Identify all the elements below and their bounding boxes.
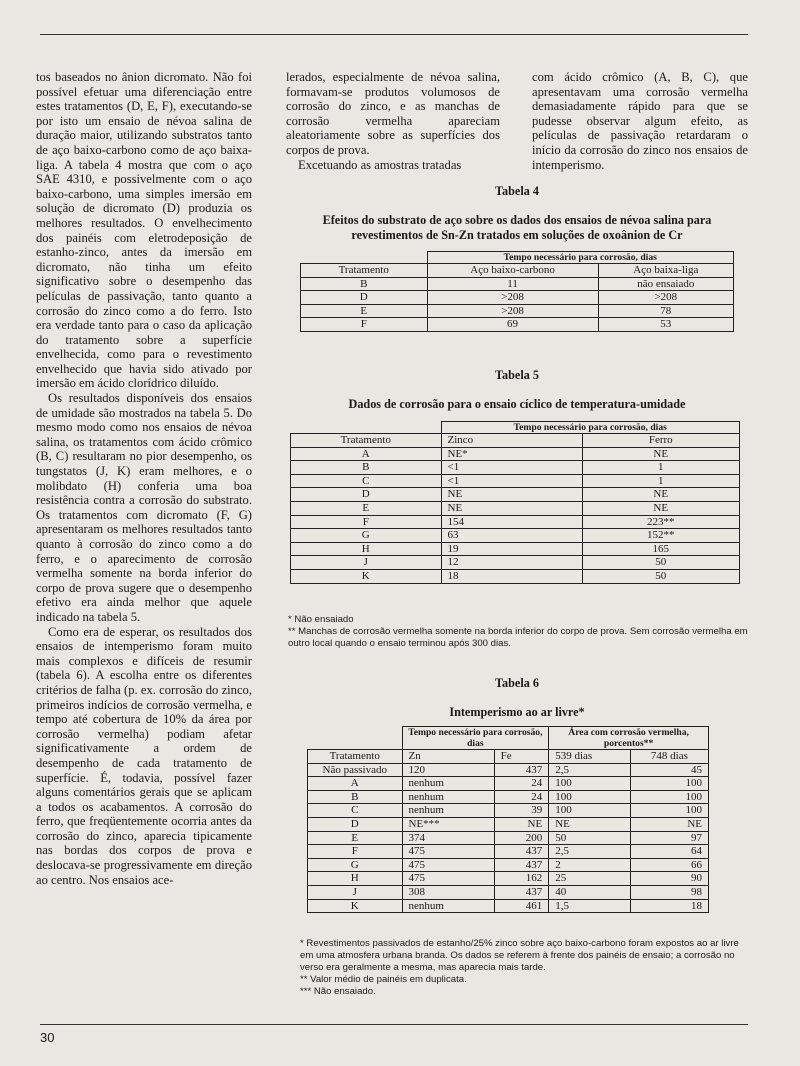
table-row xyxy=(308,763,709,777)
table-row xyxy=(308,885,709,899)
table-cell: nenhum xyxy=(402,777,494,791)
table5-header: Tratamento xyxy=(291,434,442,448)
table-cell: 437 xyxy=(494,845,549,859)
table-cell: 63 xyxy=(441,529,582,543)
table-cell: H xyxy=(308,872,403,886)
table-cell: 19 xyxy=(441,542,582,556)
text-column-1 xyxy=(36,70,252,887)
table6-notes xyxy=(300,938,740,998)
table-cell: 100 xyxy=(630,804,708,818)
page-number: 30 xyxy=(40,1030,55,1045)
table-cell: 39 xyxy=(494,804,549,818)
table-cell: 2,5 xyxy=(549,763,631,777)
table-cell: 461 xyxy=(494,899,549,913)
paragraph: Excetuando as amostras tratadas xyxy=(298,157,462,172)
table-cell: 165 xyxy=(582,542,740,556)
table-cell: nenhum xyxy=(402,804,494,818)
table-cell: A xyxy=(291,447,442,461)
table5 xyxy=(290,421,740,584)
paragraph: com ácido crômico (A, B, C), que apresentavam uma corrosão vermelha demasiadamente rápido para que se pudesse observar algum efeito, as películas de passivação retardaram o início da corrosão do zinco nos ensaios de intemperismo. xyxy=(532,70,748,172)
table-row xyxy=(291,542,740,556)
table-row xyxy=(291,501,740,515)
table-cell: 308 xyxy=(402,885,494,899)
table-cell: nenhum xyxy=(402,790,494,804)
table-cell: NE xyxy=(441,501,582,515)
table4-title: Efeitos do substrato de aço sobre os dados dos ensaios de névoa salina para revestimentos de Sn-Zn tratados em soluções de oxoânion de Cr xyxy=(322,213,712,242)
table-cell: C xyxy=(291,474,442,488)
paragraph: Os resultados disponíveis dos ensaios de umidade são mostrados na tabela 5. Do mesmo modo como nos ensaios de névoa salina, os tratamentos com ácido crômico (B, C) resultaram no pior desempenho, os tungstatos (J, K) eram melhores, e o molibdato (H) conferia uma boa resistência contra a corrosão do substrato. Os tratamentos com dicromato (F, G) apresentaram os melhores resultados tanto quanto à corrosão do zinco como a do ferro, e o aparecimento de corrosão vermelha somente na borda inferior do corpo de prova sugere que o desempenho efetivo era ainda melhor que aquele indicado na tabela 5. xyxy=(36,391,252,624)
table6-group-header-time: Tempo necessário para corrosão, dias xyxy=(402,727,549,750)
table-cell: 11 xyxy=(427,277,598,291)
table-cell: D xyxy=(291,488,442,502)
footnote: * Não ensaiado xyxy=(288,614,354,625)
table-cell: F xyxy=(308,845,403,859)
table-cell: 100 xyxy=(549,790,631,804)
table-row xyxy=(301,304,734,318)
paragraph: tos baseados no ânion dicromato. Não foi possível efetuar uma diferenciação entre estes tratamentos (D, E, F), executando-se por isto um ensaio de névoa salina de duração maior, utilizando substratos tanto de aço baixo-carbono como de aço baixa-liga. A tabela 4 mostra que com o aço SAE 4310, e possivelmente com o aço baixo-carbono, uma simples imersão em solução de dicromato (D) produzia os melhores resultados. O envelhecimento dos painéis com eletrodeposição de estanho-zinco, antes da imersão em dicromato, não tinha um efeito significativo sobre o desempenho das películas de passivação, tanto quanto a corrosão do zinco como a do ferro. Isto era verdade tanto para o caso da aplicação do tratamento sobre a superfície envelhecida, como para o revestimento envelhecido que havia sido ativado por imersão em ácido clorídrico diluído. xyxy=(36,70,252,391)
table-cell: NE xyxy=(494,817,549,831)
table6-header: 748 dias xyxy=(630,750,708,764)
table-cell: K xyxy=(291,569,442,583)
table-cell: E xyxy=(308,831,403,845)
table-cell: F xyxy=(291,515,442,529)
table-cell: 437 xyxy=(494,885,549,899)
table-cell: 437 xyxy=(494,763,549,777)
table-cell: 45 xyxy=(630,763,708,777)
table-cell: NE* xyxy=(441,447,582,461)
top-rule xyxy=(40,34,748,35)
table-cell: NE*** xyxy=(402,817,494,831)
text-column-2 xyxy=(286,70,500,172)
table-cell: 24 xyxy=(494,790,549,804)
table-cell: 1 xyxy=(582,461,740,475)
table-cell: 97 xyxy=(630,831,708,845)
table6-title: Intemperismo ao ar livre* xyxy=(449,705,585,719)
table-cell: A xyxy=(308,777,403,791)
table-cell: 98 xyxy=(630,885,708,899)
table-cell: 100 xyxy=(549,804,631,818)
table6-label: Tabela 6 xyxy=(495,676,539,690)
text-column-3 xyxy=(532,70,748,172)
table-cell: 50 xyxy=(549,831,631,845)
table-cell: 40 xyxy=(549,885,631,899)
table-row xyxy=(308,899,709,913)
table-cell: 64 xyxy=(630,845,708,859)
table5-title: Dados de corrosão para o ensaio cíclico de temperatura-umidade xyxy=(348,397,686,411)
table-cell: H xyxy=(291,542,442,556)
table-cell: 1 xyxy=(582,474,740,488)
table-cell: C xyxy=(308,804,403,818)
table-cell: 50 xyxy=(582,556,740,570)
table-row xyxy=(308,872,709,886)
table-cell: 18 xyxy=(441,569,582,583)
table-cell: G xyxy=(308,858,403,872)
table-cell: <1 xyxy=(441,461,582,475)
table-cell: 100 xyxy=(630,777,708,791)
table-row xyxy=(291,556,740,570)
table-cell: 50 xyxy=(582,569,740,583)
table-cell: 154 xyxy=(441,515,582,529)
table-cell: NE xyxy=(549,817,631,831)
table-cell: 100 xyxy=(630,790,708,804)
table6 xyxy=(307,726,709,913)
table-cell: nenhum xyxy=(402,899,494,913)
table-cell: NE xyxy=(630,817,708,831)
table-cell: B xyxy=(308,790,403,804)
table-row xyxy=(291,488,740,502)
table-cell: 475 xyxy=(402,858,494,872)
table-cell: Não passivado xyxy=(308,763,403,777)
table-cell: NE xyxy=(441,488,582,502)
table-cell: F xyxy=(301,318,428,332)
table-cell: NE xyxy=(582,501,740,515)
table5-header: Ferro xyxy=(582,434,740,448)
table-row xyxy=(291,461,740,475)
table-cell: 437 xyxy=(494,858,549,872)
table-cell: B xyxy=(301,277,428,291)
table-cell: 12 xyxy=(441,556,582,570)
table5-label: Tabela 5 xyxy=(495,368,539,382)
footnote: ** Manchas de corrosão vermelha somente na borda inferior do corpo de prova. Sem corrosão vermelha em outro local quando o ensaio terminou após 300 dias. xyxy=(288,626,748,649)
table-cell: 152** xyxy=(582,529,740,543)
table-cell: 18 xyxy=(630,899,708,913)
table4-header: Tratamento xyxy=(301,264,428,278)
footnote: ** Valor médio de painéis em duplicata. xyxy=(300,974,467,985)
table-cell: 162 xyxy=(494,872,549,886)
table-cell: >208 xyxy=(427,304,598,318)
table-cell: <1 xyxy=(441,474,582,488)
table4-label: Tabela 4 xyxy=(495,184,539,198)
table-cell: 100 xyxy=(549,777,631,791)
table-cell: 69 xyxy=(427,318,598,332)
table-cell: 120 xyxy=(402,763,494,777)
paragraph: lerados, especialmente de névoa salina, formavam-se produtos volumosos de corrosão do zinco, e as manchas de corrosão vermelha apareciam aleatoriamente sobre as superfícies dos corpos de prova. xyxy=(286,70,500,157)
table6-group-header-area: Área com corrosão vermelha, porcentos** xyxy=(549,727,709,750)
table-row xyxy=(301,318,734,332)
table-cell: 66 xyxy=(630,858,708,872)
table-cell: NE xyxy=(582,447,740,461)
table-row xyxy=(291,447,740,461)
footnote: * Revestimentos passivados de estanho/25% zinco sobre aço baixo-carbono foram expostos ao ar livre em uma atmosfera urbana branda. Os dados se referem à frente dos painéis de ensaio; a corrosão no verso era geralmente a mesma, mas aparecia mais tarde. xyxy=(300,938,739,973)
table-cell: 2,5 xyxy=(549,845,631,859)
footnote: *** Não ensaiado. xyxy=(300,986,376,997)
table4-header: Aço baixo-carbono xyxy=(427,264,598,278)
table-cell: G xyxy=(291,529,442,543)
paragraph: Como era de esperar, os resultados dos ensaios de intemperismo foram muito mais complexos e difíceis de resumir (tabela 6). A escolha entre os diferentes critérios de falha (p. ex. corrosão do zinco, primeiros indícios de corrosão vermelha, e tempo até cobertura de 10% da área por corrosão vermelha) podiam afetar significativamente a ordem de desempenho de cada tratamento de superfície. É, todavia, possível fazer alguns comentários gerais que se aplicam a todos os acabamentos. A corrosão do ferro, que freqüentemente ocorria antes da corrosão do zinco, aparecia tipicamente nas bordas dos corpos de prova e deslocava-se progressivamente em direção ao centro. Nos ensaios ace- xyxy=(36,624,252,887)
table-cell: B xyxy=(291,461,442,475)
table-row xyxy=(291,529,740,543)
table-cell: não ensaiado xyxy=(598,277,733,291)
table4-group-header: Tempo necessário para corrosão, dias xyxy=(427,252,734,264)
table4 xyxy=(300,251,734,332)
table-cell: NE xyxy=(582,488,740,502)
table-cell: 24 xyxy=(494,777,549,791)
table-cell: E xyxy=(291,501,442,515)
table6-header: Fe xyxy=(494,750,549,764)
table-row xyxy=(291,474,740,488)
table-cell: 223** xyxy=(582,515,740,529)
table-cell: D xyxy=(308,817,403,831)
table-row xyxy=(308,804,709,818)
table-cell: 2 xyxy=(549,858,631,872)
table-row xyxy=(308,845,709,859)
table-row xyxy=(291,515,740,529)
table-cell: 1,5 xyxy=(549,899,631,913)
table-cell: 374 xyxy=(402,831,494,845)
table-cell: 25 xyxy=(549,872,631,886)
table-cell: 200 xyxy=(494,831,549,845)
table-cell: 475 xyxy=(402,845,494,859)
table6-header: 539 dias xyxy=(549,750,631,764)
table-row xyxy=(308,777,709,791)
table-row xyxy=(291,569,740,583)
bottom-rule xyxy=(40,1024,748,1025)
table5-group-header: Tempo necessário para corrosão, dias xyxy=(441,422,740,434)
table-row xyxy=(308,817,709,831)
table-cell: 53 xyxy=(598,318,733,332)
table-row xyxy=(308,858,709,872)
table4-header: Aço baixa-liga xyxy=(598,264,733,278)
table6-header: Tratamento xyxy=(308,750,403,764)
table-cell: K xyxy=(308,899,403,913)
table-row xyxy=(301,291,734,305)
table-cell: >208 xyxy=(598,291,733,305)
table-row xyxy=(301,277,734,291)
table-cell: J xyxy=(308,885,403,899)
table-cell: E xyxy=(301,304,428,318)
table-cell: J xyxy=(291,556,442,570)
table5-header: Zinco xyxy=(441,434,582,448)
table-cell: 90 xyxy=(630,872,708,886)
table-cell: 475 xyxy=(402,872,494,886)
table-cell: D xyxy=(301,291,428,305)
table-row xyxy=(308,790,709,804)
table-cell: >208 xyxy=(427,291,598,305)
table6-header: Zn xyxy=(402,750,494,764)
table-cell: 78 xyxy=(598,304,733,318)
table-row xyxy=(308,831,709,845)
table5-notes xyxy=(288,614,748,650)
